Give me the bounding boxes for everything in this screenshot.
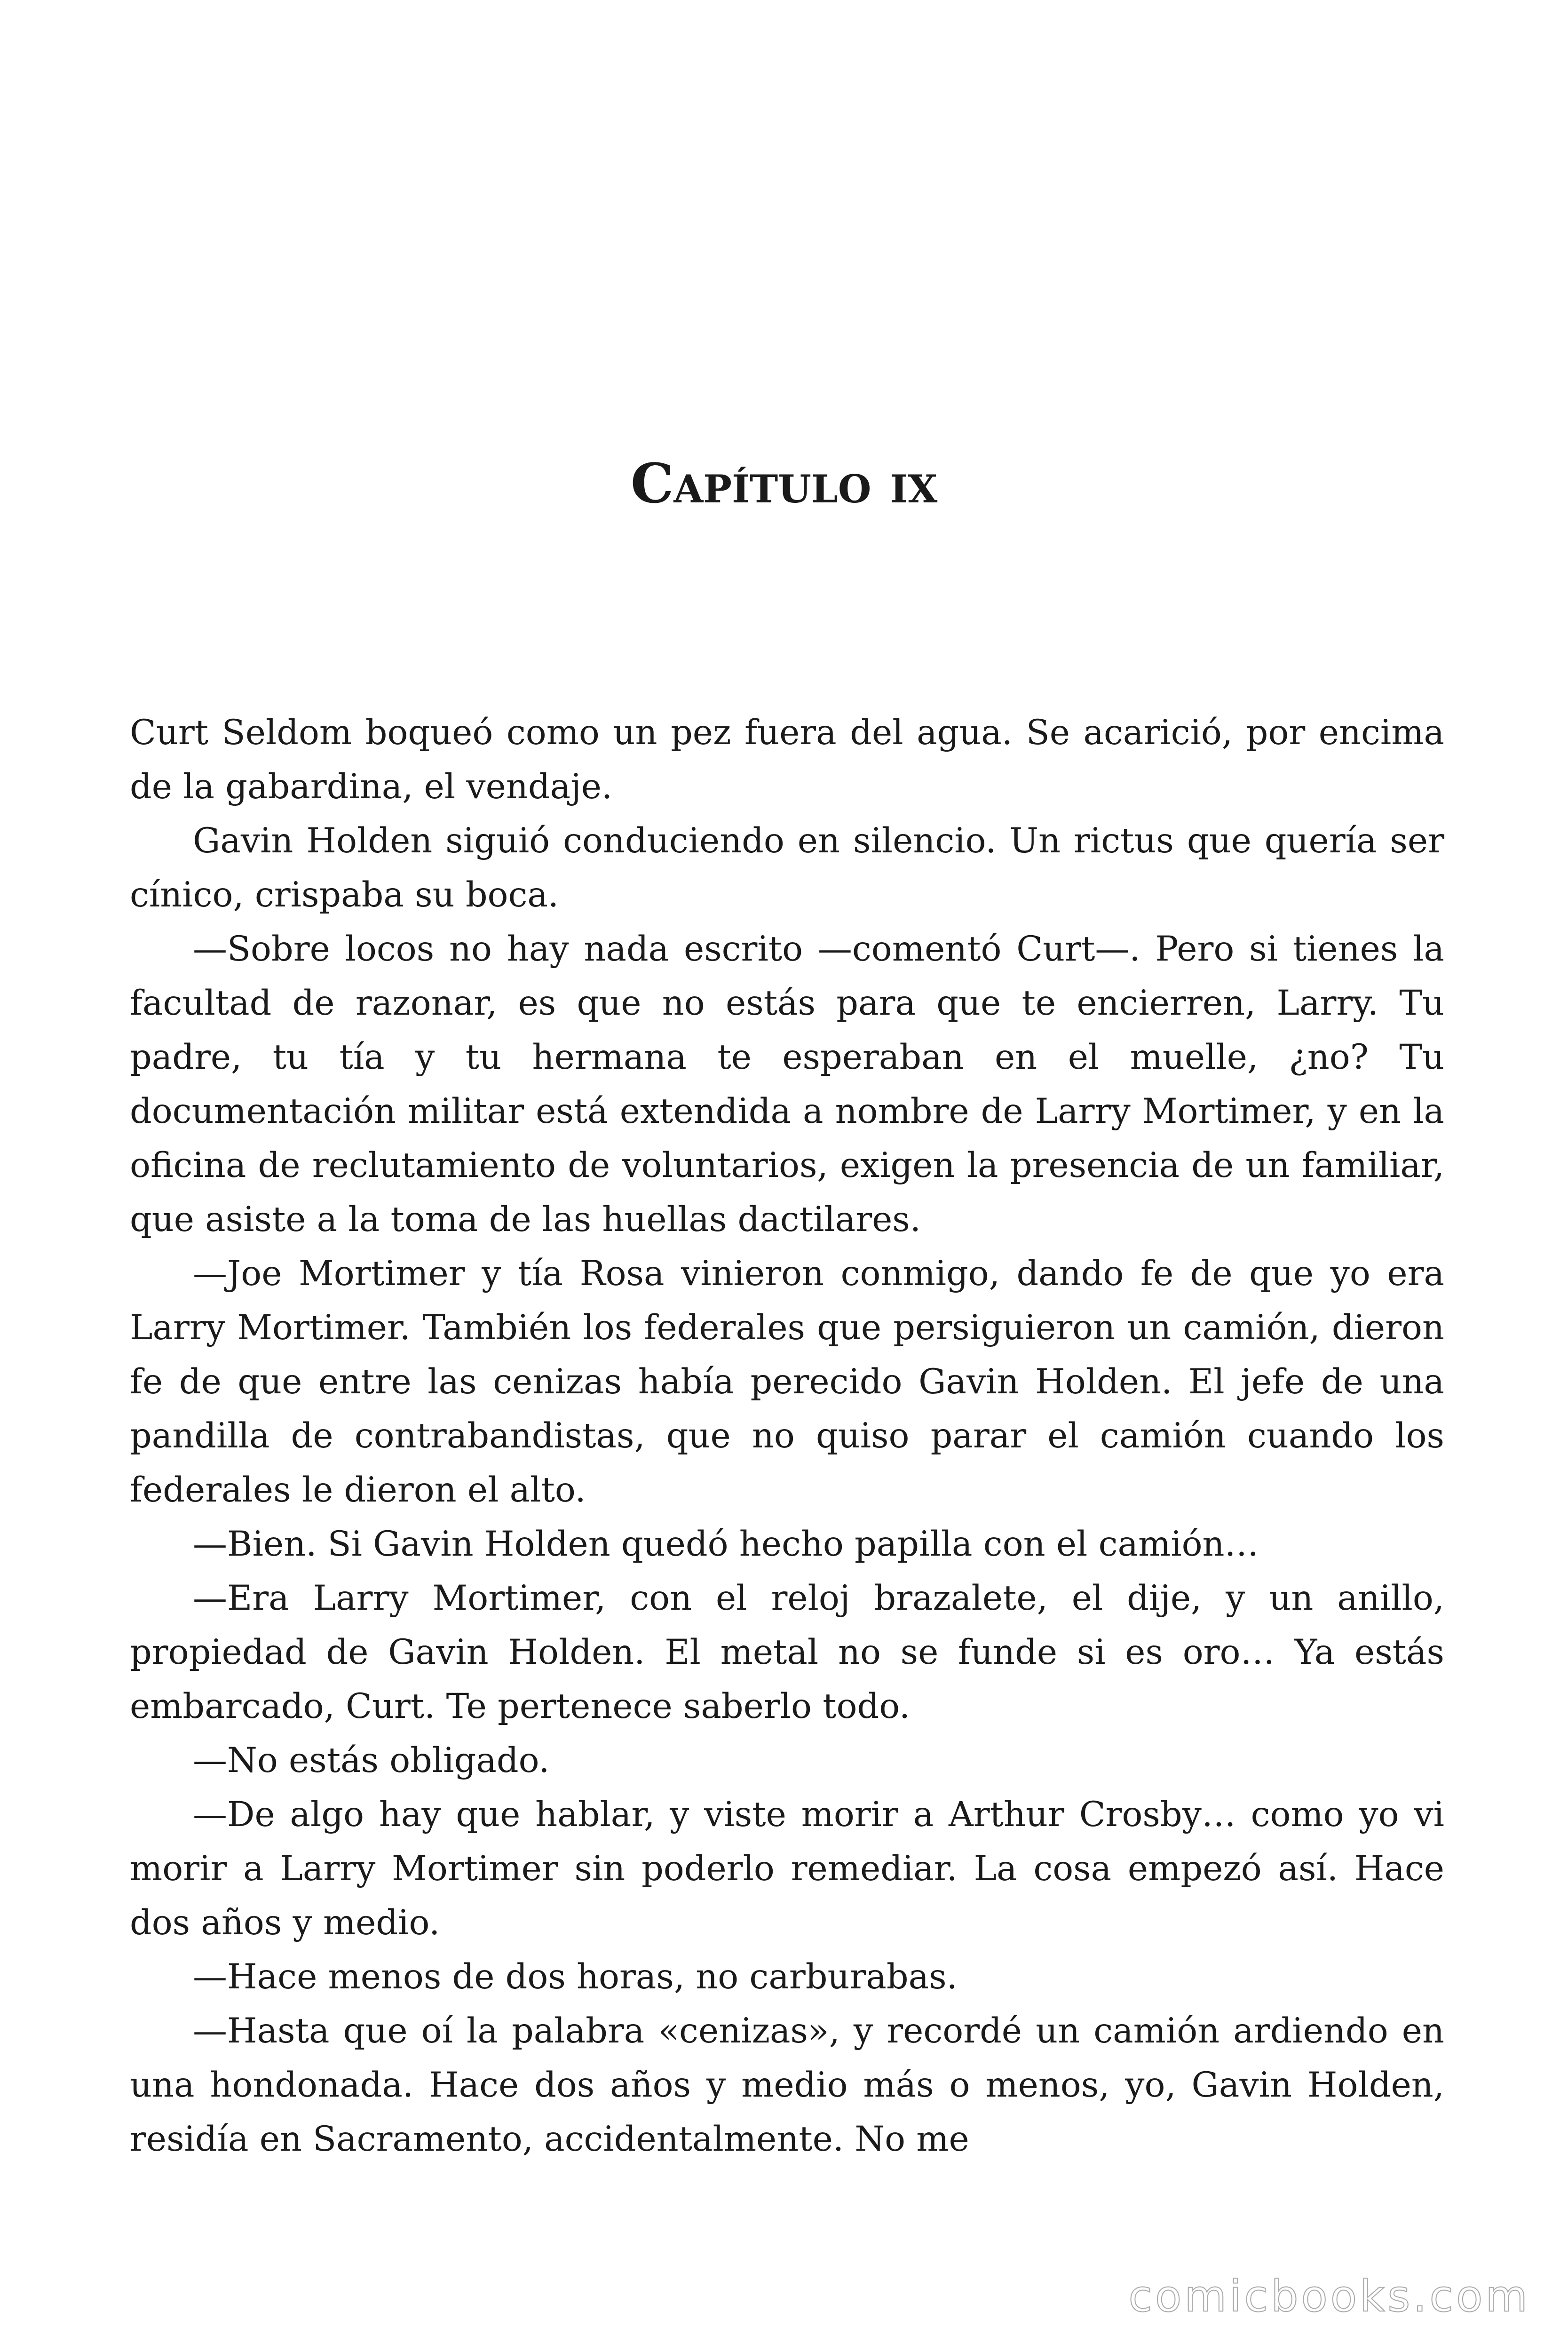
watermark: comicbooks.com	[1128, 2271, 1530, 2321]
paragraph: —Bien. Si Gavin Holden quedó hecho papilla con el camión…	[193, 1524, 1259, 1564]
paragraph: —No estás obligado.	[193, 1740, 550, 1780]
paragraph: Gavin Holden siguió conduciendo en silencio. Un rictus que quería ser cínico, crispaba su boca.	[130, 821, 1444, 915]
paragraph: —Joe Mortimer y tía Rosa vinieron conmigo, dando fe de que yo era Larry Mortimer. También los federales que persiguieron un camión, dieron fe de que entre las cenizas había perecido Gavin Holden. El jefe de una pandilla de contrabandistas, que no quiso parar el camión cuando los federales le dieron el alto.	[130, 1254, 1444, 1510]
paragraph: —Era Larry Mortimer, con el reloj brazalete, el dije, y un anillo, propiedad de Gavin Holden. El metal no se funde si es oro… Ya estás embarcado, Curt. Te pertenece saberlo todo.	[130, 1578, 1444, 1726]
paragraph: Curt Seldom boqueó como un pez fuera del agua. Se acarició, por encima de la gabardina, el vendaje.	[130, 713, 1444, 807]
paragraph: —Sobre locos no hay nada escrito —comentó Curt—. Pero si tienes la facultad de razonar, es que no estás para que te encierren, Larry. Tu padre, tu tía y tu hermana te esperaban en el muelle, ¿no? Tu documentación militar está extendida a nombre de Larry Mortimer, y en la oficina de reclutamiento de voluntarios, exigen la presencia de un familiar, que asiste a la toma de las huellas dactilares.	[130, 929, 1444, 1240]
chapter-title-text: Capítulo ix	[630, 452, 938, 516]
chapter-title	[0, 452, 1568, 516]
paragraph: —Hace menos de dos horas, no carburabas.	[193, 1957, 958, 1997]
chapter-body	[130, 706, 1444, 2166]
paragraph: —De algo hay que hablar, y viste morir a Arthur Crosby… como yo vi morir a Larry Mortimer sin poderlo remediar. La cosa empezó así. Hace dos años y medio.	[130, 1795, 1444, 1943]
paragraph: —Hasta que oí la palabra «cenizas», y recordé un camión ardiendo en una hondonada. Hace dos años y medio más o menos, yo, Gavin Holden, residía en Sacramento, accidentalmente. No me	[130, 2011, 1444, 2159]
